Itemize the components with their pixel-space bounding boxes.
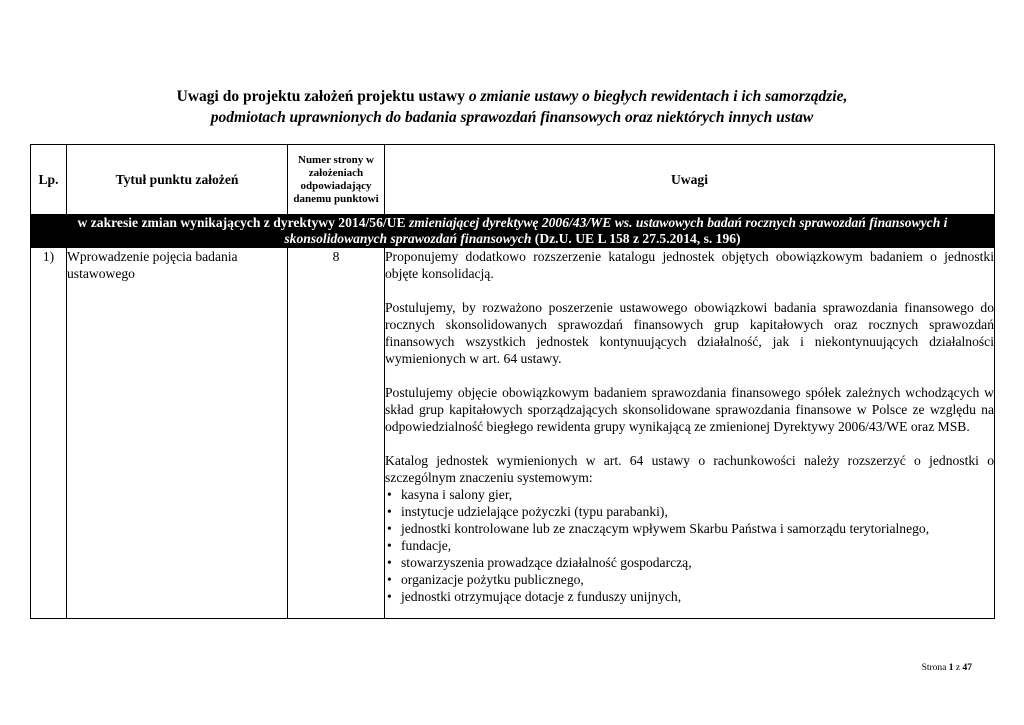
uwagi-paragraph: Postulujemy objęcie obowiązkowym badaniem sprawozdania finansowego spółek zależnych wchodzących w skład grup kapitałowych sporządzających skonsolidowane sprawozdania finansowe w Polsce ze względu na odpowiedzialność biegłego rewidenta grupy wynikającą ze zmienionej Dyrektywy 2006/43/WE oraz MSB. [385,385,994,434]
list-item: • stowarzyszenia prowadzące działalność gospodarczą, [385,554,994,571]
header-lp: Lp. [31,145,67,215]
band-part1: w zakresie zmian wynikających z dyrektywy 2014/56/UE [77,215,409,230]
footer-prefix: Strona [921,663,949,673]
row-uwagi [385,248,995,619]
list-item: • jednostki otrzymujące dotacje z funduszy unijnych, [385,588,994,605]
list-item: • kasyna i salony gier, [385,486,994,503]
section-band [31,215,995,248]
title-regular: Uwagi do projektu [176,88,305,105]
uwagi-paragraph: Katalog jednostek wymienionych w art. 64 ustawy o rachunkowości należy rozszerzyć o jednostki o szczególnym znaczeniu systemowym: [385,453,994,485]
uwagi-paragraph: Postulujemy, by rozważono poszerzenie ustawowego obowiązkowi badania sprawozdania finansowego do rocznych skonsolidowanych sprawozdań finansowych grup kapitałowych oraz rocznych sprawozdań finansowych wszystkich jednostek kontynuujących działalność, jak i niekontynuujących działalności wymienionych w art. 64 ustawy. [385,300,994,366]
page-footer [922,663,972,673]
footer-total: 47 [962,663,972,673]
band-part3: (Dz.U. UE L 158 z 27.5.2014, s. 196) [531,231,741,246]
row-tytul: Wprowadzenie pojęcia badania ustawowego [67,248,288,619]
header-tytul: Tytuł punktu założeń [67,145,288,215]
list-item: • instytucje udzielające pożyczki (typu parabanki), [385,503,994,520]
title-italic-1: o zmianie ustawy o biegłych rewidentach i ich samorządzie, [468,88,848,105]
row-strona: 8 [288,248,385,619]
band-part2: zmieniającej dyrektywę 2006/43/WE ws. ustawowych badań rocznych sprawozdań finansowych i skonsolidowanych sprawozdań finansowych [284,215,948,246]
comments-table [30,144,995,619]
section-band-row [31,215,995,248]
bullet-list [385,486,994,605]
uwagi-paragraph: Proponujemy dodatkowo rozszerzenie katalogu jednostek objętych obowiązkowym badaniem o jednostki objęte konsolidacją. [385,249,994,281]
document-title [0,86,1024,128]
title-italic-2: podmiotach uprawnionych do badania sprawozdań finansowych oraz niektórych innych ustaw [210,109,814,126]
header-numer-strony: Numer strony w założeniach odpowiadający danemu punktowi [288,145,385,215]
list-item: • fundacje, [385,537,994,554]
title-line-2 [0,107,1024,128]
header-uwagi: Uwagi [385,145,995,215]
table-row [31,248,995,619]
title-line-1 [0,86,1024,107]
footer-middle: z [953,663,963,673]
row-lp: 1) [31,248,67,619]
table-header-row [31,145,995,215]
title-bold: założeń projektu ustawy [304,88,469,105]
list-item: • organizacje pożytku publicznego, [385,571,994,588]
list-item: • jednostki kontrolowane lub ze znaczącym wpływem Skarbu Państwa i samorządu terytorialnego, [385,520,994,537]
footer-page: 1 [948,663,954,673]
